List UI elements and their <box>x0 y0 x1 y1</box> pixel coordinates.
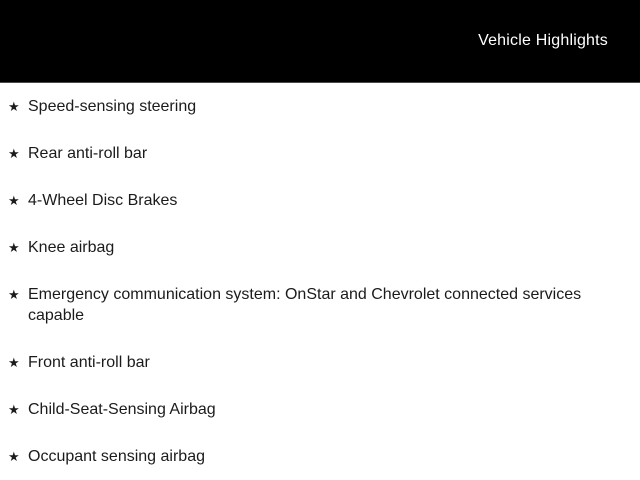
list-item <box>8 143 610 164</box>
list-item-label: Emergency communication system: OnStar and Chevrolet connected services capable <box>28 286 582 324</box>
star-icon: ★ <box>8 240 20 255</box>
header-bar <box>0 0 640 83</box>
list-item <box>8 190 610 211</box>
list-item-label: Speed-sensing steering <box>28 98 197 115</box>
list-item-label: Child-Seat-Sensing Airbag <box>28 401 216 418</box>
star-icon: ★ <box>8 287 20 302</box>
list-item <box>8 399 610 420</box>
list-item <box>8 237 610 258</box>
list-item-label: Front anti-roll bar <box>28 354 150 371</box>
star-icon: ★ <box>8 193 20 208</box>
star-icon: ★ <box>8 449 20 464</box>
list-item-label: Knee airbag <box>28 239 115 256</box>
list-item <box>8 446 610 467</box>
star-icon: ★ <box>8 146 20 161</box>
star-icon: ★ <box>8 402 20 417</box>
list-item <box>8 352 610 373</box>
list-item-label: 4-Wheel Disc Brakes <box>28 192 178 209</box>
page-title: Vehicle Highlights <box>478 32 608 49</box>
list-item-label: Occupant sensing airbag <box>28 448 205 465</box>
list-item <box>8 96 610 117</box>
star-icon: ★ <box>8 99 20 114</box>
star-icon: ★ <box>8 355 20 370</box>
list-item-label: Rear anti-roll bar <box>28 145 148 162</box>
list-item <box>8 284 610 326</box>
highlights-list <box>0 83 640 467</box>
vehicle-highlights-section <box>0 83 640 467</box>
